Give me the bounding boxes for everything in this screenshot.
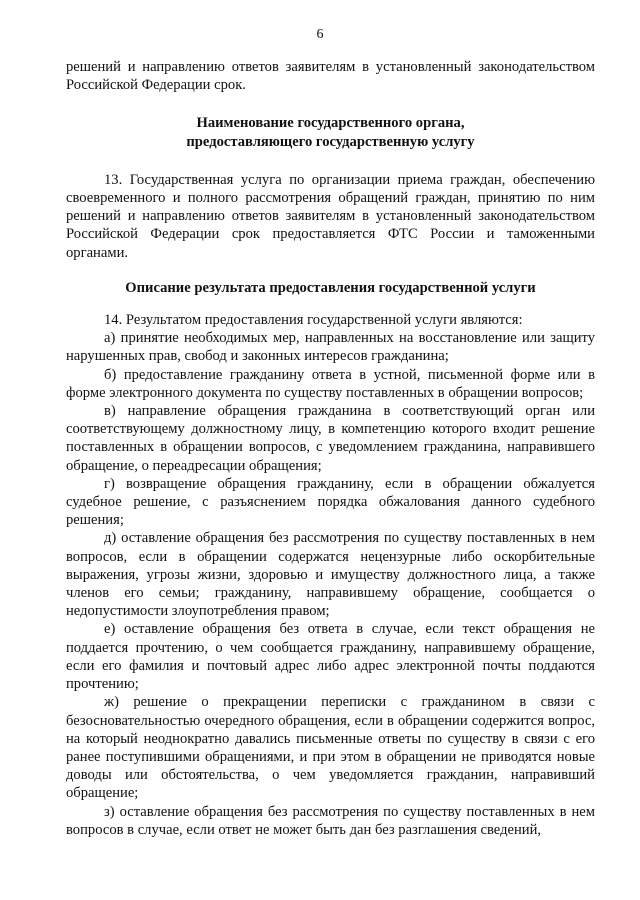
section-heading-line2: предоставляющего государственную услугу [186, 133, 475, 150]
list-item-v: в) направление обращения гражданина в соответствующий орган или соответствующему должностному лицу, в компетенцию которого входит решение поставленных в обращении вопросов, с уведомлением гражданина, направившего обращение, о переадресации обращения; [66, 403, 595, 474]
intro-paragraph: решений и направлению ответов заявителям в установленный законодательством Российской Федерации срок. [66, 59, 595, 94]
document-body [66, 58, 595, 839]
paragraph-14: 14. Результатом предоставления государственной услуги являются: [104, 312, 523, 329]
list-item-d: д) оставление обращения без рассмотрения по существу поставленных в нем вопросов, если в обращении содержатся нецензурные либо оскорбительные выражения, угрозы жизни, здоровью и имуществу должностного лица, а также членов его семьи; гражданину, направившему обращение, сообщается о недопустимости злоупотребления правом; [66, 530, 595, 620]
list-item-zh: ж) решение о прекращении переписки с гражданином в связи с безосновательностью очередного обращения, если в обращении содержится вопрос, на который неоднократно давались письменные ответы по существу в связи с его ранее поступившими обращениями, и при этом в обращении не приводятся новые доводы или обстоятельства, о чем уведомляется гражданин, направивший обращение; [66, 694, 595, 802]
page-number: 6 [316, 27, 324, 42]
list-item-e: е) оставление обращения без ответа в случае, если текст обращения не поддается прочтению, о чем сообщается гражданину, направившему обращение, если его фамилия и почтовый адрес либо адрес электронной почты поддаются прочтению; [66, 621, 595, 693]
paragraph-13: 13. Государственная услуга по организации приема граждан, обеспечению своевременного и полного рассмотрения обращений граждан, принятию по ним решений и направлению ответов заявителям в установленный законодательством Российской Федерации срок предоставляется ФТС России и таможенными органами. [66, 171, 595, 261]
list-item-g: г) возвращение обращения гражданину, если в обращении обжалуется судебное решение, с разъяснением порядка обжалования данного судебного решения; [66, 475, 595, 529]
section-heading-authority [66, 114, 595, 150]
list-item-a: а) принятие необходимых мер, направленных на восстановление или защиту нарушенных прав, свобод и законных интересов гражданина; [66, 330, 595, 365]
section-heading-result: Описание результата предоставления государственной услуги [125, 279, 536, 296]
list-item-b: б) предоставление гражданину ответа в устной, письменной форме или в форме электронного документа по существу поставленных в обращении вопросов; [66, 366, 595, 401]
section-heading-line1: Наименование государственного органа, [196, 115, 465, 132]
list-item-z: з) оставление обращения без рассмотрения по существу поставленных в нем вопросов в случае, если ответ не может быть дан без разглашения сведений, [66, 803, 595, 838]
